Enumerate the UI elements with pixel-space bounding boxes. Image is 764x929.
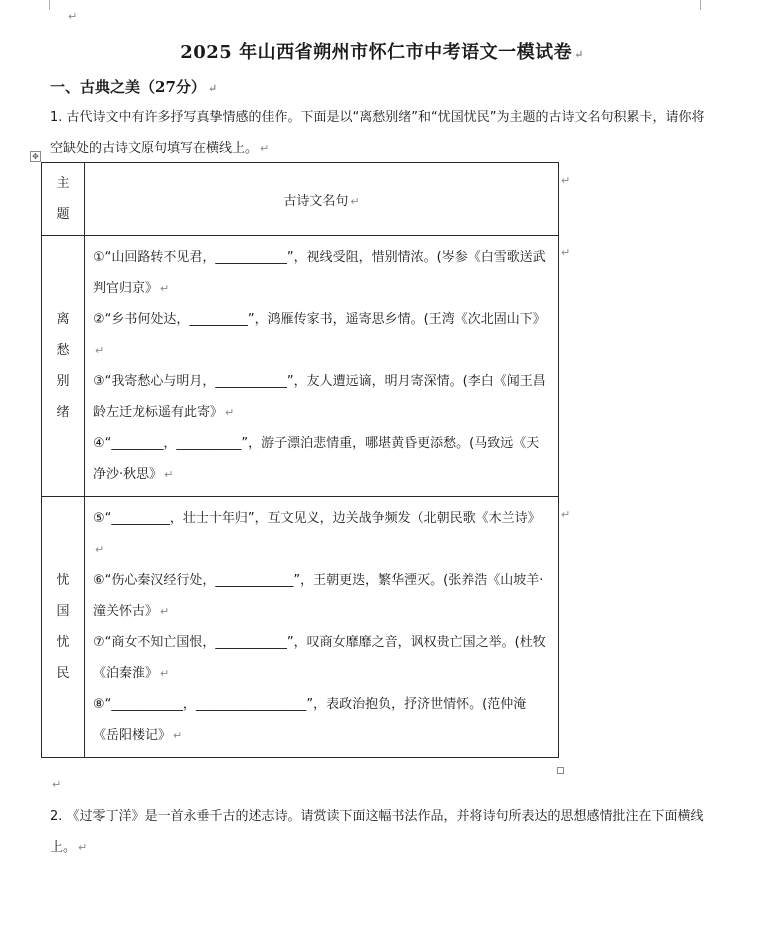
paragraph-mark: ↵ xyxy=(95,543,105,556)
paragraph-mark: ↵ xyxy=(160,667,170,680)
quote-item: ①“山回路转不见君，___________”，视线受阻，惜别情浓。(岑参《白雪歌送武判官归京》 ↵ xyxy=(93,250,546,296)
paragraph-mark: ↵ xyxy=(173,729,183,742)
row-end-mark: ↵ xyxy=(561,246,571,259)
paragraph-mark: ↵ xyxy=(225,406,235,419)
paragraph-mark: ↵ xyxy=(160,282,170,295)
table-move-handle-icon[interactable]: ✥ xyxy=(30,151,41,162)
theme-cell xyxy=(42,497,85,758)
poem-table xyxy=(41,162,559,758)
theme-label: 忧国忧民 xyxy=(56,573,70,681)
quotes-cell xyxy=(85,497,559,758)
question-2-text: 2. 《过零丁洋》是一首永垂千古的述志诗。请赏读下面这幅书法作品，并将诗句所表达的思想感情批注在下面横线上。 ↵ xyxy=(50,809,704,855)
paragraph-mark: ↵ xyxy=(207,82,218,95)
section-heading-1: 一、古典之美（27分） ↵ xyxy=(50,78,218,96)
theme-cell xyxy=(42,236,85,497)
header-theme-label: 主题 xyxy=(56,176,70,222)
quote-item: ③“我寄愁心与明月，___________”，友人遭远谪，明月寄深情。(李白《闻王昌龄左迁龙标遥有此寄》 ↵ xyxy=(93,374,546,420)
theme-label: 离愁别绪 xyxy=(56,312,70,420)
row-end-mark: ↵ xyxy=(561,508,571,521)
header-content-label: 古诗文名句 xyxy=(283,193,349,209)
crop-mark-top-left xyxy=(49,0,50,10)
header-content-cell xyxy=(85,163,559,236)
quote-item: ⑦“商女不知亡国恨，___________”，叹商女靡靡之音，讽权贵亡国之举。(杜牧《泊秦淮》 ↵ xyxy=(93,635,546,681)
quote-item: ②“乡书何处达，_________”，鸿雁传家书，遥寄思乡情。(王湾《次北固山下》↵ xyxy=(93,312,546,357)
quote-item: ⑥“伤心秦汉经行处，____________”，王朝更迭，繁华湮灭。(张养浩《山坡羊·潼关怀古》 ↵ xyxy=(93,573,544,619)
paragraph-mark: ↵ xyxy=(574,48,584,61)
quotes-cell xyxy=(85,236,559,497)
paragraph-mark: ↵ xyxy=(78,841,88,854)
quote-item: ⑤“_________，壮士十年归”，互文见义，边关战争频发（北朝民歌《木兰诗》↵ xyxy=(93,511,541,556)
paragraph-mark: ↵ xyxy=(164,468,174,481)
paragraph-mark: ↵ xyxy=(160,605,170,618)
document-title: 2025 年山西省朔州市怀仁市中考语文一模试卷 ↵ xyxy=(180,42,584,63)
paragraph-mark: ↵ xyxy=(350,194,360,208)
table-resize-handle[interactable] xyxy=(557,767,564,774)
row-end-mark: ↵ xyxy=(561,174,571,187)
paragraph-mark: ↵ xyxy=(95,344,105,357)
quote-item: ⑧“___________，_________________”，表政治抱负，抒济世情怀。(范仲淹《岳阳楼记》 ↵ xyxy=(93,697,527,743)
crop-mark-top-right xyxy=(700,0,701,10)
quote-item: ④“________，__________”，游子漂泊悲情重，哪堪黄昏更添愁。(马致远《天净沙·秋思》 ↵ xyxy=(93,436,540,482)
header-theme-cell xyxy=(42,163,85,236)
paragraph-mark: ↵ xyxy=(68,10,78,23)
paragraph-mark: ↵ xyxy=(52,778,62,791)
question-1-text: 1. 古代诗文中有许多抒写真挚情感的佳作。下面是以“离愁别绪”和“忧国忧民”为主题的古诗文名句积累卡，请你将空缺处的古诗文原句填写在横线上。 ↵ xyxy=(50,110,705,156)
paragraph-mark: ↵ xyxy=(260,142,270,155)
